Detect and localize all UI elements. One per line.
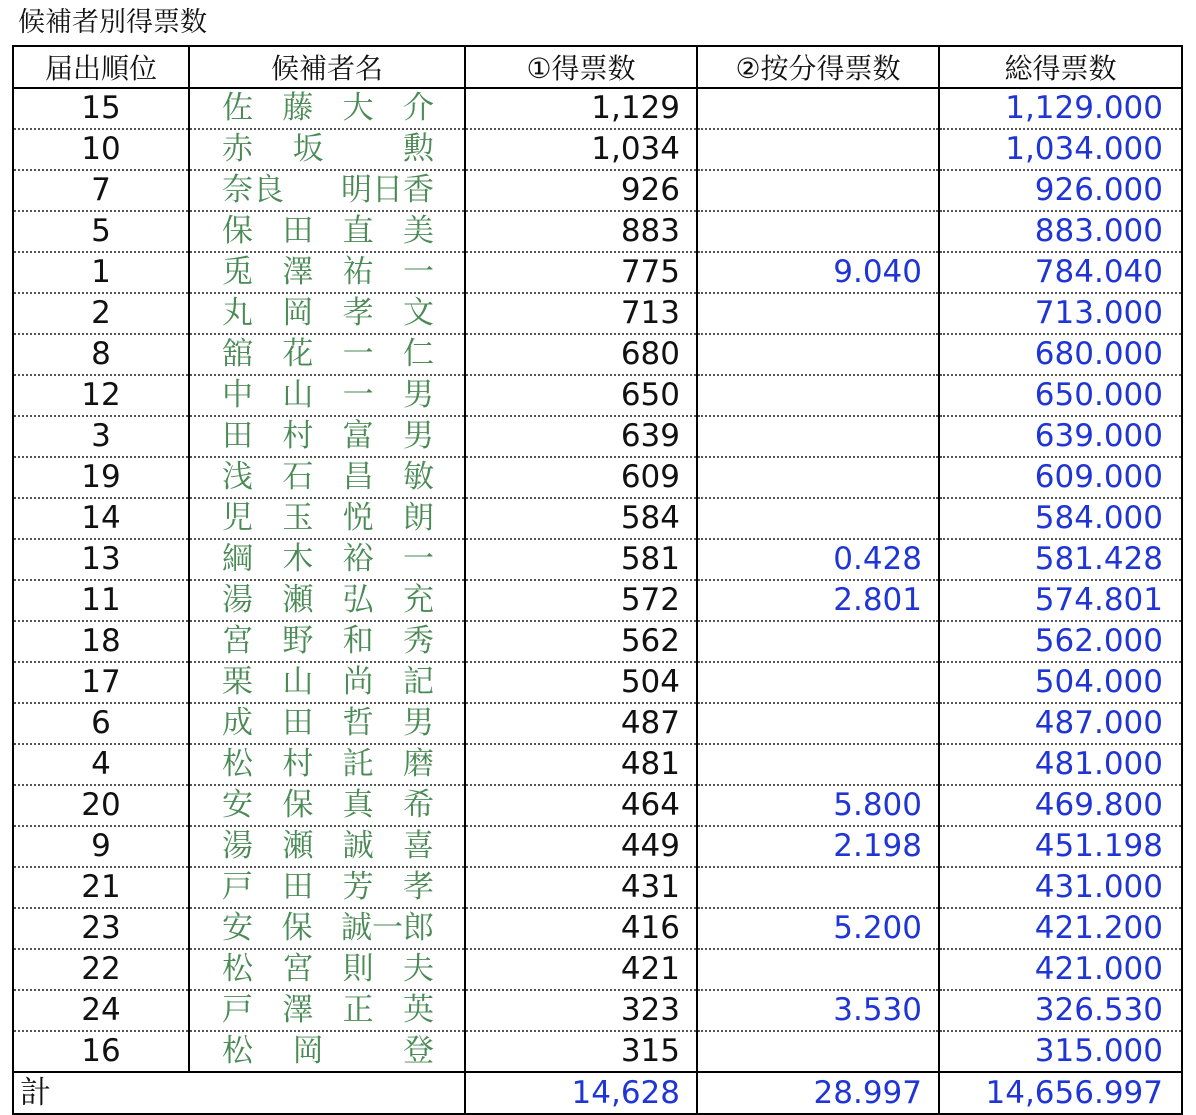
candidate-name-part: 孝 xyxy=(342,295,374,331)
cell-total-votes: 421.000 xyxy=(939,949,1182,990)
candidate-name-part: 英 xyxy=(402,992,434,1028)
cell-candidate-name xyxy=(189,621,465,662)
candidate-name-part: 登 xyxy=(402,1033,434,1069)
table-body xyxy=(13,88,1182,1072)
cell-order: 11 xyxy=(13,580,189,621)
candidate-name-part: 岡 xyxy=(292,1033,324,1069)
candidate-name-part: 保 xyxy=(282,787,314,823)
cell-total-votes: 650.000 xyxy=(939,375,1182,416)
cell-votes: 421 xyxy=(465,949,697,990)
cell-votes: 639 xyxy=(465,416,697,457)
cell-proportional-votes: 5.200 xyxy=(697,908,939,949)
candidate-name-part: 松 xyxy=(222,951,253,987)
candidate-name xyxy=(222,171,434,210)
cell-votes: 481 xyxy=(465,744,697,785)
candidate-name-part: 一 xyxy=(402,254,434,290)
cell-candidate-name xyxy=(189,1031,465,1072)
candidate-name-part: 孝 xyxy=(402,869,434,905)
candidate-name-part: 澤 xyxy=(282,254,314,290)
cell-order: 17 xyxy=(13,662,189,703)
candidate-name-part: 託 xyxy=(342,746,374,782)
candidate-name-part: 磨 xyxy=(402,746,434,782)
header-total-votes: 総得票数 xyxy=(939,46,1182,88)
candidate-name-part: 悦 xyxy=(342,500,374,536)
cell-proportional-votes xyxy=(697,211,939,252)
header-proportional-votes: ②按分得票数 xyxy=(697,46,939,88)
cell-proportional-votes: 2.198 xyxy=(697,826,939,867)
candidate-name-part: 朗 xyxy=(402,500,434,536)
candidate-name-part: 直 xyxy=(342,213,374,249)
cell-total-votes: 639.000 xyxy=(939,416,1182,457)
cell-total-votes: 431.000 xyxy=(939,867,1182,908)
cell-votes: 487 xyxy=(465,703,697,744)
cell-total-votes: 926.000 xyxy=(939,170,1182,211)
candidate-name-part: 明日香 xyxy=(341,172,434,208)
candidate-name-part: 芳 xyxy=(342,869,374,905)
cell-order: 8 xyxy=(13,334,189,375)
cell-order: 22 xyxy=(13,949,189,990)
candidate-name-part: 男 xyxy=(402,377,434,413)
cell-total-votes: 584.000 xyxy=(939,498,1182,539)
table-row xyxy=(13,88,1182,129)
cell-order: 24 xyxy=(13,990,189,1031)
cell-candidate-name xyxy=(189,949,465,990)
cell-candidate-name xyxy=(189,580,465,621)
table-row xyxy=(13,908,1182,949)
cell-total-votes: 883.000 xyxy=(939,211,1182,252)
candidate-name-part: 弘 xyxy=(342,582,374,618)
candidate-name-part: 村 xyxy=(282,746,314,782)
candidate-name-part: 山 xyxy=(282,664,314,700)
cell-candidate-name xyxy=(189,457,465,498)
candidate-name-part: 兎 xyxy=(222,254,253,290)
cell-votes: 504 xyxy=(465,662,697,703)
cell-proportional-votes xyxy=(697,88,939,129)
cell-votes: 1,034 xyxy=(465,129,697,170)
cell-candidate-name xyxy=(189,498,465,539)
candidate-name-part: 秀 xyxy=(402,623,434,659)
cell-order: 12 xyxy=(13,375,189,416)
candidate-name-part: 希 xyxy=(402,787,434,823)
candidate-name-part: 戸 xyxy=(222,992,253,1028)
candidate-name-part: 男 xyxy=(402,418,434,454)
candidate-name-part: 中 xyxy=(222,377,253,413)
candidate-name-part: 湯 xyxy=(222,582,253,618)
candidate-name-part: 美 xyxy=(402,213,434,249)
candidate-name-part: 充 xyxy=(402,582,434,618)
candidate-name-part: 舘 xyxy=(222,336,253,372)
cell-proportional-votes xyxy=(697,375,939,416)
cell-votes: 1,129 xyxy=(465,88,697,129)
cell-votes: 416 xyxy=(465,908,697,949)
cell-order: 10 xyxy=(13,129,189,170)
table-row xyxy=(13,293,1182,334)
candidate-name xyxy=(222,335,434,374)
candidate-name-part: 宮 xyxy=(282,951,314,987)
vote-results-table xyxy=(12,45,1183,1115)
cell-order: 7 xyxy=(13,170,189,211)
header-votes: ①得票数 xyxy=(465,46,697,88)
table-row xyxy=(13,375,1182,416)
candidate-name xyxy=(222,130,434,169)
cell-candidate-name xyxy=(189,170,465,211)
table-row xyxy=(13,990,1182,1031)
table-row xyxy=(13,580,1182,621)
candidate-name-part: 敏 xyxy=(402,459,434,495)
candidate-name-part: 大 xyxy=(342,90,374,126)
candidate-name-part: 木 xyxy=(282,541,314,577)
cell-proportional-votes xyxy=(697,1031,939,1072)
cell-total-votes: 326.530 xyxy=(939,990,1182,1031)
candidate-name-part: 一 xyxy=(342,377,374,413)
cell-candidate-name xyxy=(189,785,465,826)
cell-order: 6 xyxy=(13,703,189,744)
cell-votes: 581 xyxy=(465,539,697,580)
table-row xyxy=(13,867,1182,908)
candidate-name-part: 村 xyxy=(282,418,314,454)
candidate-name-part: 一 xyxy=(402,541,434,577)
cell-votes: 713 xyxy=(465,293,697,334)
cell-order: 2 xyxy=(13,293,189,334)
cell-total-votes: 581.428 xyxy=(939,539,1182,580)
candidate-name-part: 玉 xyxy=(282,500,314,536)
candidate-name xyxy=(222,950,434,989)
cell-proportional-votes: 9.040 xyxy=(697,252,939,293)
candidate-name-part: 昌 xyxy=(342,459,374,495)
cell-proportional-votes xyxy=(697,662,939,703)
cell-order: 16 xyxy=(13,1031,189,1072)
candidate-name xyxy=(222,622,434,661)
cell-proportional-votes xyxy=(697,949,939,990)
cell-candidate-name xyxy=(189,334,465,375)
candidate-name-part: 記 xyxy=(402,664,434,700)
candidate-name xyxy=(222,786,434,825)
candidate-name-part: 文 xyxy=(402,295,434,331)
candidate-name-part: 仁 xyxy=(402,336,434,372)
cell-candidate-name xyxy=(189,416,465,457)
table-row xyxy=(13,252,1182,293)
candidate-name-part: 田 xyxy=(282,705,314,741)
cell-order: 15 xyxy=(13,88,189,129)
cell-total-votes: 713.000 xyxy=(939,293,1182,334)
cell-total-votes: 504.000 xyxy=(939,662,1182,703)
candidate-name xyxy=(222,253,434,292)
candidate-name-part: 富 xyxy=(342,418,374,454)
cell-candidate-name xyxy=(189,703,465,744)
candidate-name-part: 喜 xyxy=(402,828,434,864)
table-row xyxy=(13,498,1182,539)
candidate-name-part: 佐 xyxy=(222,90,253,126)
candidate-name-part: 瀬 xyxy=(282,582,314,618)
candidate-name-part: 田 xyxy=(282,869,314,905)
cell-proportional-votes xyxy=(697,170,939,211)
cell-proportional-votes: 3.530 xyxy=(697,990,939,1031)
cell-proportional-votes xyxy=(697,129,939,170)
cell-votes: 609 xyxy=(465,457,697,498)
candidate-name-part: 則 xyxy=(342,951,374,987)
grand-total-votes: 14,656.997 xyxy=(939,1072,1182,1114)
cell-order: 13 xyxy=(13,539,189,580)
cell-order: 21 xyxy=(13,867,189,908)
candidate-name-part: 真 xyxy=(342,787,374,823)
table-row xyxy=(13,170,1182,211)
candidate-name-part: 花 xyxy=(282,336,314,372)
total-votes: 14,628 xyxy=(465,1072,697,1114)
cell-candidate-name xyxy=(189,867,465,908)
cell-total-votes: 574.801 xyxy=(939,580,1182,621)
candidate-name-part: 誠 xyxy=(342,828,374,864)
cell-candidate-name xyxy=(189,662,465,703)
table-row xyxy=(13,949,1182,990)
candidate-name-part: 赤 xyxy=(222,131,253,167)
cell-votes: 680 xyxy=(465,334,697,375)
candidate-name-part: 田 xyxy=(222,418,253,454)
candidate-name xyxy=(222,868,434,907)
cell-votes: 926 xyxy=(465,170,697,211)
table-row xyxy=(13,785,1182,826)
cell-order: 18 xyxy=(13,621,189,662)
cell-votes: 572 xyxy=(465,580,697,621)
candidate-name-part: 夫 xyxy=(402,951,434,987)
cell-candidate-name xyxy=(189,252,465,293)
candidate-name-part: 坂 xyxy=(292,131,324,167)
candidate-name xyxy=(222,294,434,333)
cell-votes: 883 xyxy=(465,211,697,252)
cell-total-votes: 562.000 xyxy=(939,621,1182,662)
candidate-name xyxy=(222,458,434,497)
table-row xyxy=(13,1031,1182,1072)
table-row xyxy=(13,129,1182,170)
candidate-name-part: 祐 xyxy=(342,254,374,290)
cell-votes: 464 xyxy=(465,785,697,826)
candidate-name xyxy=(222,581,434,620)
table-row xyxy=(13,416,1182,457)
table-row xyxy=(13,621,1182,662)
cell-order: 4 xyxy=(13,744,189,785)
table-row xyxy=(13,703,1182,744)
page-title: 候補者別得票数 xyxy=(18,7,207,38)
candidate-name-part: 一 xyxy=(342,336,374,372)
cell-order: 23 xyxy=(13,908,189,949)
cell-candidate-name xyxy=(189,990,465,1031)
cell-total-votes: 680.000 xyxy=(939,334,1182,375)
total-label: 計 xyxy=(13,1072,465,1114)
candidate-name xyxy=(222,991,434,1030)
cell-proportional-votes xyxy=(697,457,939,498)
cell-order: 3 xyxy=(13,416,189,457)
cell-candidate-name xyxy=(189,826,465,867)
cell-order: 14 xyxy=(13,498,189,539)
cell-votes: 431 xyxy=(465,867,697,908)
cell-total-votes: 315.000 xyxy=(939,1031,1182,1072)
cell-proportional-votes xyxy=(697,293,939,334)
candidate-name xyxy=(222,376,434,415)
candidate-name-part: 介 xyxy=(402,90,434,126)
candidate-name-part: 田 xyxy=(282,213,314,249)
cell-votes: 650 xyxy=(465,375,697,416)
cell-total-votes: 1,034.000 xyxy=(939,129,1182,170)
candidate-name-part: 誠一郎 xyxy=(341,910,434,946)
candidate-name-part: 保 xyxy=(281,910,313,946)
candidate-name xyxy=(222,827,434,866)
cell-total-votes: 421.200 xyxy=(939,908,1182,949)
cell-votes: 584 xyxy=(465,498,697,539)
candidate-name-part: 安 xyxy=(222,787,253,823)
table-row xyxy=(13,211,1182,252)
table-header-row xyxy=(13,46,1182,88)
cell-total-votes: 451.198 xyxy=(939,826,1182,867)
table-row xyxy=(13,826,1182,867)
cell-candidate-name xyxy=(189,293,465,334)
candidate-name-part: 奈良 xyxy=(222,172,284,208)
candidate-name xyxy=(222,417,434,456)
candidate-name-part: 正 xyxy=(342,992,374,1028)
candidate-name-part: 山 xyxy=(282,377,314,413)
total-proportional-votes: 28.997 xyxy=(697,1072,939,1114)
cell-proportional-votes: 2.801 xyxy=(697,580,939,621)
cell-proportional-votes xyxy=(697,498,939,539)
candidate-name-part: 尚 xyxy=(342,664,374,700)
candidate-name-part: 綱 xyxy=(222,541,253,577)
candidate-name xyxy=(222,704,434,743)
candidate-name-part: 戸 xyxy=(222,869,253,905)
candidate-name xyxy=(222,89,434,128)
cell-order: 1 xyxy=(13,252,189,293)
cell-candidate-name xyxy=(189,539,465,580)
cell-order: 19 xyxy=(13,457,189,498)
table-row xyxy=(13,457,1182,498)
cell-total-votes: 481.000 xyxy=(939,744,1182,785)
cell-candidate-name xyxy=(189,211,465,252)
cell-votes: 323 xyxy=(465,990,697,1031)
candidate-name-part: 栗 xyxy=(222,664,253,700)
candidate-name-part: 浅 xyxy=(222,459,253,495)
cell-proportional-votes xyxy=(697,703,939,744)
candidate-name-part: 湯 xyxy=(222,828,253,864)
cell-proportional-votes xyxy=(697,621,939,662)
candidate-name xyxy=(222,1032,434,1071)
candidate-name-part: 丸 xyxy=(222,295,253,331)
candidate-name-part: 和 xyxy=(342,623,374,659)
cell-votes: 449 xyxy=(465,826,697,867)
candidate-name-part: 勲 xyxy=(402,131,434,167)
cell-proportional-votes: 0.428 xyxy=(697,539,939,580)
candidate-name xyxy=(222,745,434,784)
cell-order: 20 xyxy=(13,785,189,826)
cell-order: 9 xyxy=(13,826,189,867)
cell-order: 5 xyxy=(13,211,189,252)
cell-candidate-name xyxy=(189,88,465,129)
cell-votes: 315 xyxy=(465,1031,697,1072)
cell-total-votes: 487.000 xyxy=(939,703,1182,744)
candidate-name-part: 瀬 xyxy=(282,828,314,864)
header-order: 届出順位 xyxy=(13,46,189,88)
candidate-name-part: 松 xyxy=(222,1033,253,1069)
candidate-name-part: 野 xyxy=(282,623,314,659)
cell-total-votes: 609.000 xyxy=(939,457,1182,498)
cell-candidate-name xyxy=(189,744,465,785)
cell-votes: 562 xyxy=(465,621,697,662)
table-row xyxy=(13,662,1182,703)
candidate-name-part: 松 xyxy=(222,746,253,782)
cell-proportional-votes xyxy=(697,416,939,457)
candidate-name-part: 石 xyxy=(282,459,314,495)
candidate-name-part: 澤 xyxy=(282,992,314,1028)
cell-total-votes: 784.040 xyxy=(939,252,1182,293)
candidate-name-part: 裕 xyxy=(342,541,374,577)
candidate-name xyxy=(222,663,434,702)
table-row xyxy=(13,334,1182,375)
table-row xyxy=(13,539,1182,580)
cell-votes: 775 xyxy=(465,252,697,293)
header-candidate-name: 候補者名 xyxy=(189,46,465,88)
candidate-name-part: 哲 xyxy=(342,705,374,741)
cell-candidate-name xyxy=(189,129,465,170)
cell-proportional-votes xyxy=(697,867,939,908)
cell-candidate-name xyxy=(189,908,465,949)
table-row xyxy=(13,744,1182,785)
candidate-name xyxy=(222,212,434,251)
cell-proportional-votes: 5.800 xyxy=(697,785,939,826)
cell-total-votes: 1,129.000 xyxy=(939,88,1182,129)
candidate-name xyxy=(222,540,434,579)
cell-total-votes: 469.800 xyxy=(939,785,1182,826)
candidate-name-part: 安 xyxy=(222,910,253,946)
candidate-name xyxy=(222,909,434,948)
cell-proportional-votes xyxy=(697,334,939,375)
candidate-name-part: 男 xyxy=(402,705,434,741)
candidate-name-part: 児 xyxy=(222,500,253,536)
cell-candidate-name xyxy=(189,375,465,416)
cell-proportional-votes xyxy=(697,744,939,785)
candidate-name-part: 藤 xyxy=(282,90,314,126)
candidate-name-part: 保 xyxy=(222,213,253,249)
candidate-name-part: 宮 xyxy=(222,623,253,659)
candidate-name xyxy=(222,499,434,538)
candidate-name-part: 成 xyxy=(222,705,253,741)
candidate-name-part: 岡 xyxy=(282,295,314,331)
